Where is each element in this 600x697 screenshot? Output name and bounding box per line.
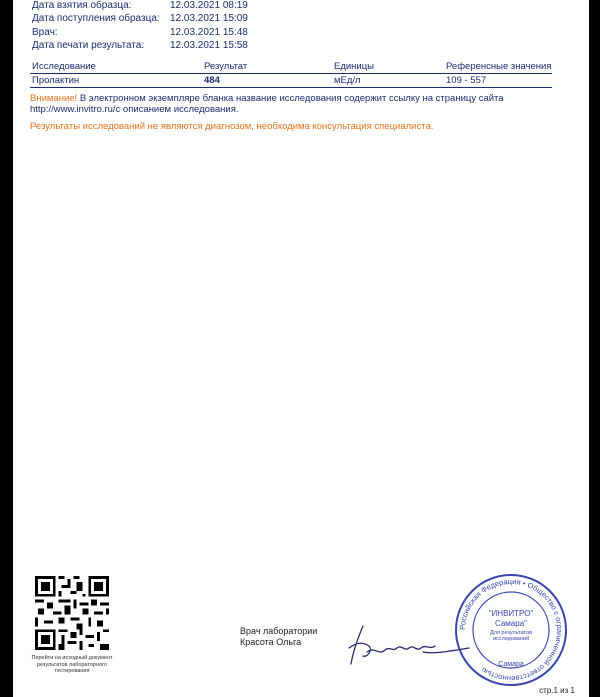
meta-label: Дата печати результата: — [32, 40, 145, 51]
meta-value: 12.03.2021 15:09 — [170, 13, 248, 24]
electronic-copy-note — [30, 93, 560, 115]
qr-code[interactable] — [35, 576, 109, 650]
note-text: В электронном экземпляре бланка название исследования содержит ссылку на страницу сайта — [77, 93, 504, 104]
header-test: Исследование — [32, 61, 96, 72]
meta-value: 12.03.2021 08:19 — [170, 0, 248, 11]
doctor-name: Красота Ольга — [240, 637, 302, 647]
meta-label: Дата взятия образца: — [32, 0, 132, 11]
meta-label: Дата поступления образца: — [32, 13, 160, 24]
result-value: 484 — [204, 75, 220, 86]
header-units: Единицы — [334, 61, 375, 72]
disclaimer: Результаты исследований не являются диагнозом, необходима консультация специалиста. — [30, 121, 434, 132]
result-document — [13, 0, 589, 697]
meta-label: Врач: — [32, 27, 58, 38]
stamp-ring-text: Российская Федерация • Общество с ограниченной ответственностью — [457, 576, 565, 684]
meta-value: 12.03.2021 15:48 — [170, 27, 248, 38]
page-number: стр.1 из 1 — [539, 686, 575, 695]
qr-caption: Перейти на исходный документ результатов лабораторного тестирования — [31, 655, 113, 674]
meta-value: 12.03.2021 15:58 — [170, 40, 248, 51]
results-table-header — [30, 61, 552, 74]
stamp-bottom: Самара — [498, 661, 524, 668]
warning-label: Внимание! — [30, 93, 78, 104]
doctor-signature-block — [240, 626, 317, 648]
header-result: Результат — [204, 61, 248, 72]
stamp-purpose: Для результатов исследований — [489, 630, 532, 642]
table-row — [30, 75, 552, 88]
result-units: мЕд/л — [334, 75, 361, 86]
stamp-name: "ИНВИТРО" — [488, 609, 534, 618]
reference-range: 109 - 557 — [446, 75, 487, 86]
handwritten-signature — [323, 612, 473, 672]
doctor-title: Врач лаборатории — [240, 626, 318, 636]
note-text-end: с описанием исследования. — [115, 104, 239, 115]
header-reference: Референсные значения — [446, 61, 552, 72]
invitro-link[interactable]: http://www.invitro.ru/ — [30, 104, 116, 115]
stamp-city: Самара" — [494, 619, 528, 628]
company-stamp — [453, 572, 569, 688]
test-name-link[interactable]: Пролактин — [32, 75, 80, 86]
